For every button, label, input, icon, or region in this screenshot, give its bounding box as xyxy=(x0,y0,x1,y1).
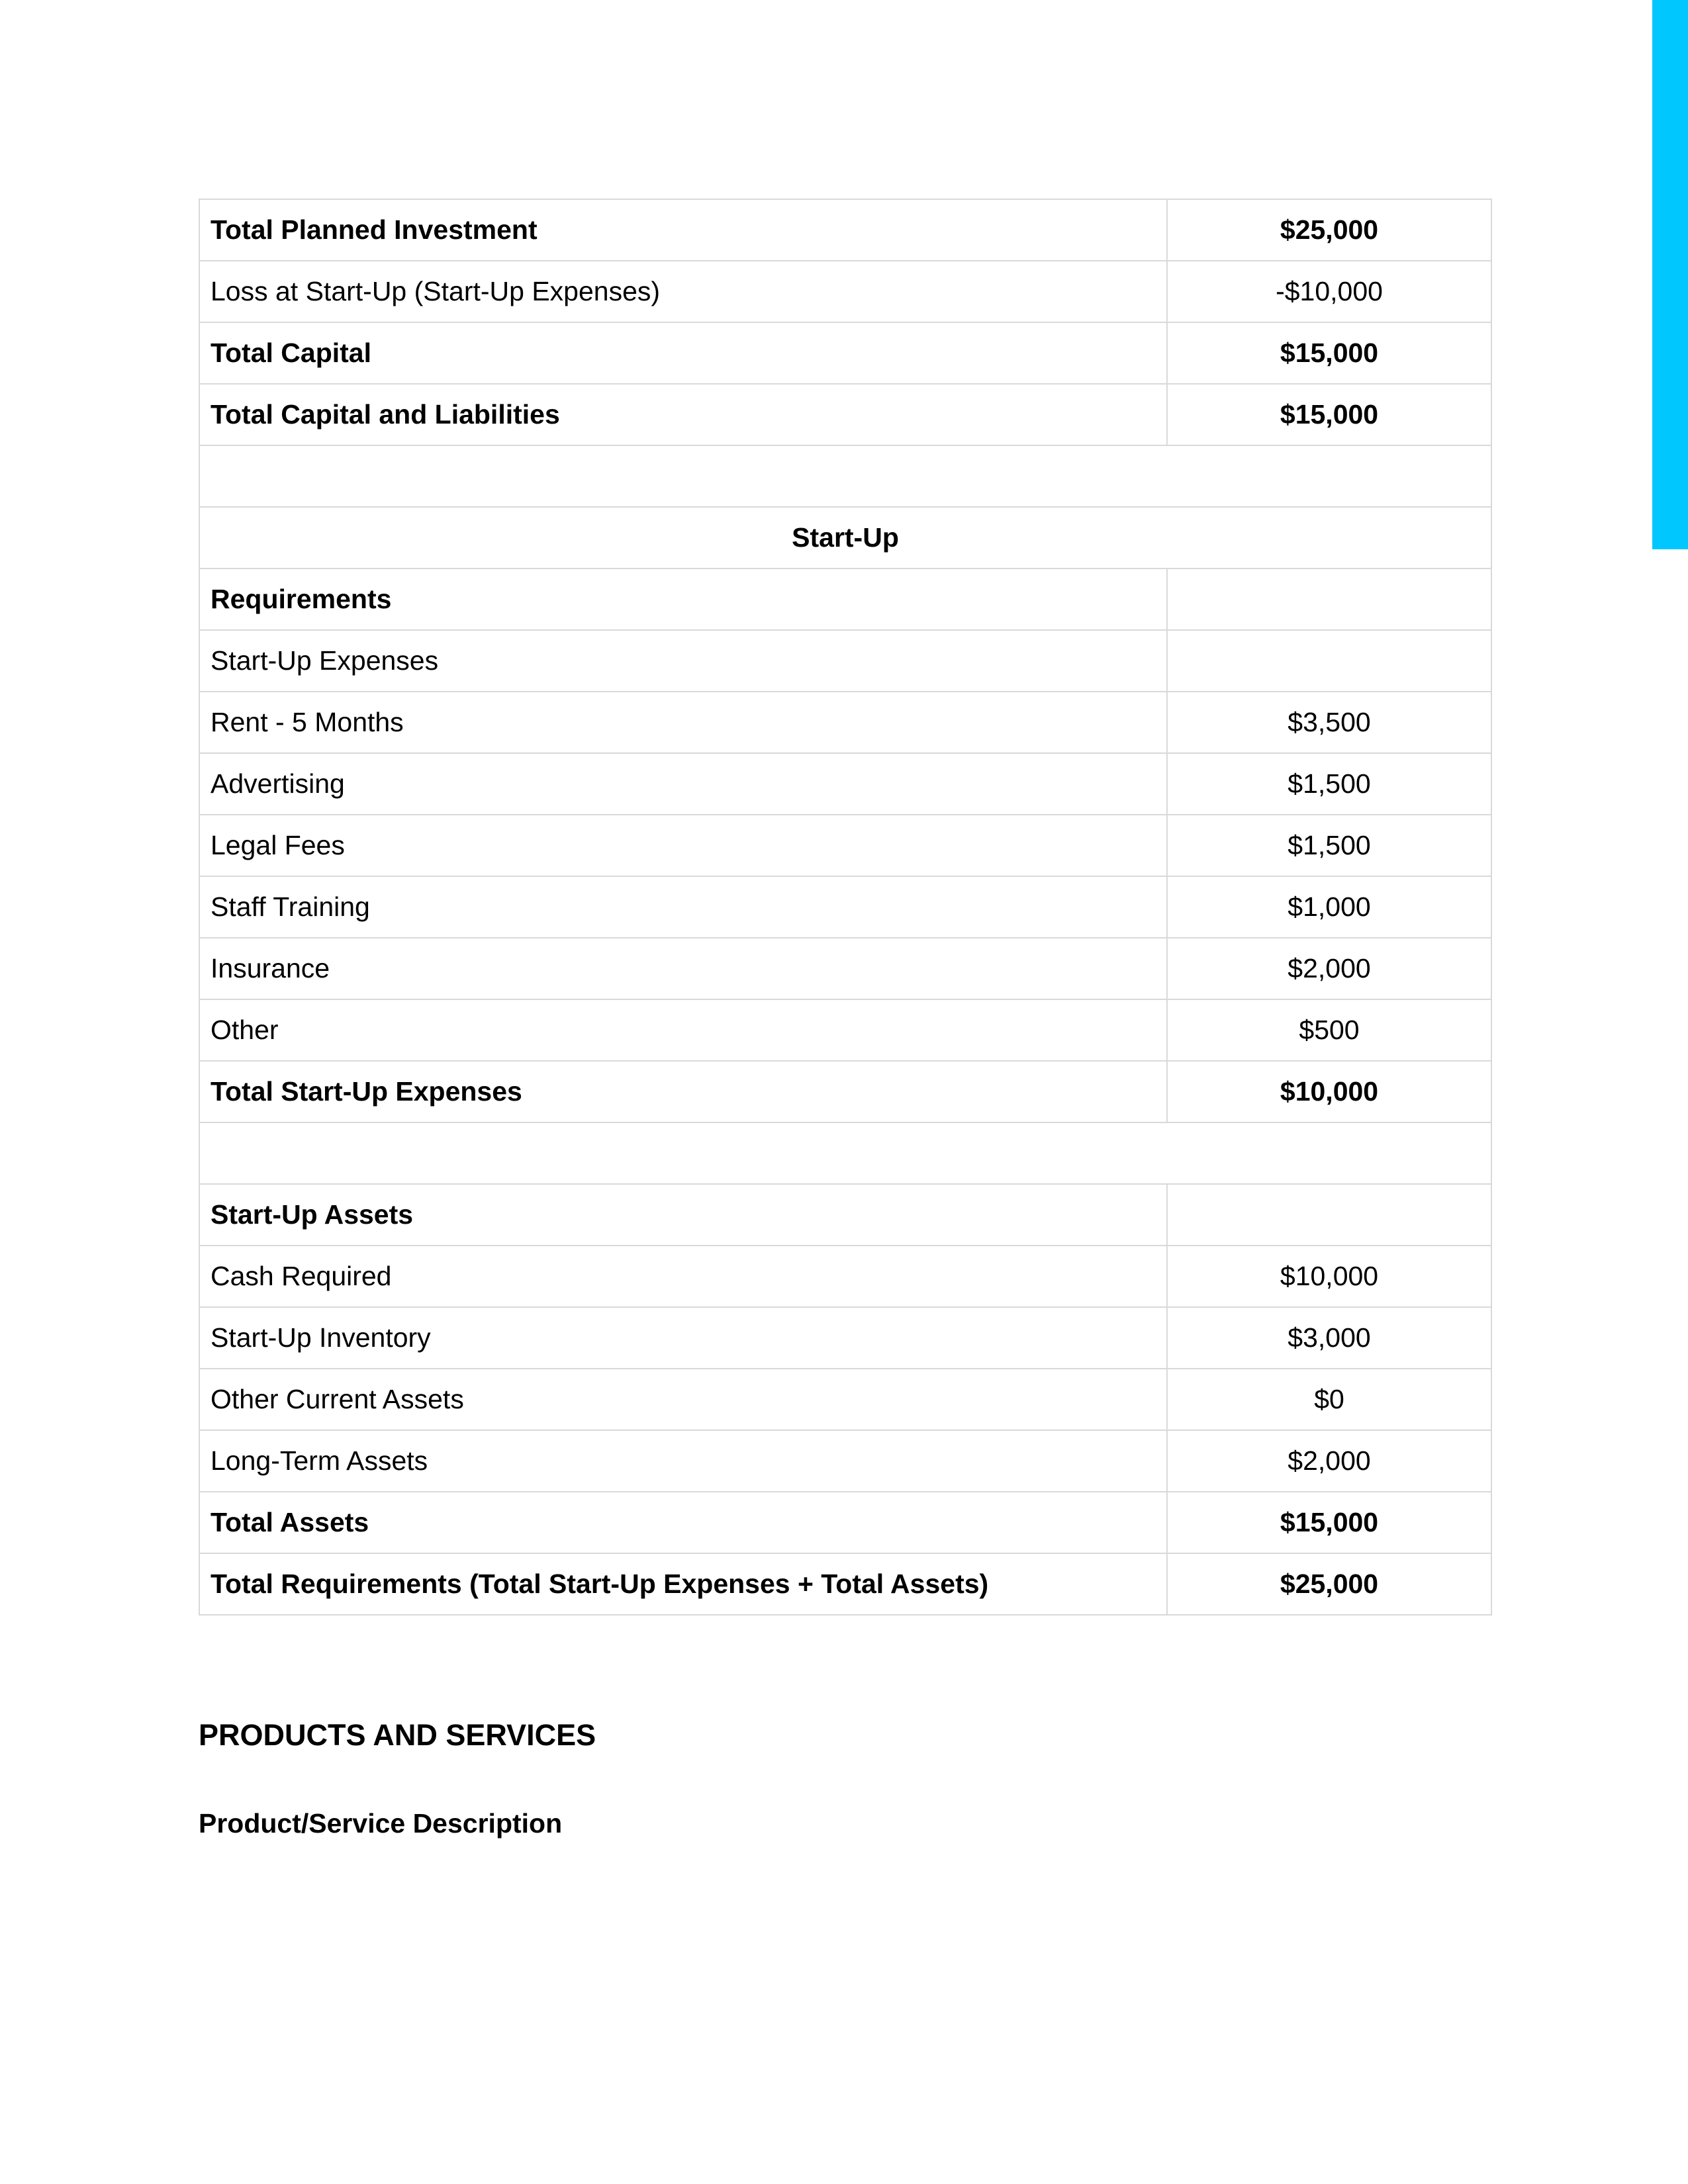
table-section-header: Start-Up xyxy=(199,507,1491,569)
row-value: $0 xyxy=(1167,1369,1491,1430)
subsection-heading: Product/Service Description xyxy=(199,1808,563,1839)
row-value: $1,500 xyxy=(1167,815,1491,876)
row-label: Total Start-Up Expenses xyxy=(199,1061,1167,1122)
row-label: Staff Training xyxy=(199,876,1167,938)
row-label: Total Capital xyxy=(199,322,1167,384)
table-row xyxy=(199,1369,1491,1430)
row-label: Other Current Assets xyxy=(199,1369,1167,1430)
row-label: Start-Up Assets xyxy=(199,1184,1167,1246)
row-value: $10,000 xyxy=(1167,1061,1491,1122)
row-value: $15,000 xyxy=(1167,384,1491,445)
table-row xyxy=(199,507,1491,569)
startup-funding-table xyxy=(199,199,1492,1615)
row-label: Other xyxy=(199,999,1167,1061)
table-row xyxy=(199,692,1491,753)
row-value: $1,000 xyxy=(1167,876,1491,938)
section-heading: PRODUCTS AND SERVICES xyxy=(199,1718,596,1752)
row-value: $15,000 xyxy=(1167,1492,1491,1553)
row-label: Loss at Start-Up (Start-Up Expenses) xyxy=(199,261,1167,322)
table-row xyxy=(199,1553,1491,1615)
row-label: Total Planned Investment xyxy=(199,199,1167,261)
row-value xyxy=(1167,1184,1491,1246)
row-label: Total Capital and Liabilities xyxy=(199,384,1167,445)
row-value xyxy=(1167,630,1491,692)
row-value: $25,000 xyxy=(1167,199,1491,261)
table-row xyxy=(199,753,1491,815)
row-label: Rent - 5 Months xyxy=(199,692,1167,753)
row-label: Insurance xyxy=(199,938,1167,999)
row-value xyxy=(1167,569,1491,630)
table-row xyxy=(199,322,1491,384)
accent-bar xyxy=(1652,0,1688,549)
table-row xyxy=(199,261,1491,322)
row-value: $3,500 xyxy=(1167,692,1491,753)
row-label: Long-Term Assets xyxy=(199,1430,1167,1492)
row-value: $25,000 xyxy=(1167,1553,1491,1615)
table-row xyxy=(199,1061,1491,1122)
table-row xyxy=(199,445,1491,507)
row-value: $2,000 xyxy=(1167,938,1491,999)
table-row xyxy=(199,569,1491,630)
table-row xyxy=(199,1430,1491,1492)
table-row xyxy=(199,1184,1491,1246)
row-label: Advertising xyxy=(199,753,1167,815)
row-value: $15,000 xyxy=(1167,322,1491,384)
table-row xyxy=(199,876,1491,938)
empty-cell xyxy=(199,445,1491,507)
row-label: Start-Up Expenses xyxy=(199,630,1167,692)
row-value: $2,000 xyxy=(1167,1430,1491,1492)
table-row xyxy=(199,815,1491,876)
row-label: Requirements xyxy=(199,569,1167,630)
row-value: $3,000 xyxy=(1167,1307,1491,1369)
table-body xyxy=(199,199,1491,1615)
empty-cell xyxy=(199,1122,1491,1184)
row-value: $500 xyxy=(1167,999,1491,1061)
row-label: Total Assets xyxy=(199,1492,1167,1553)
row-value: -$10,000 xyxy=(1167,261,1491,322)
row-label: Total Requirements (Total Start-Up Expenses + Total Assets) xyxy=(199,1553,1167,1615)
table-row xyxy=(199,938,1491,999)
table-row xyxy=(199,630,1491,692)
row-value: $10,000 xyxy=(1167,1246,1491,1307)
table-row xyxy=(199,199,1491,261)
row-label: Cash Required xyxy=(199,1246,1167,1307)
table-row xyxy=(199,1492,1491,1553)
row-label: Legal Fees xyxy=(199,815,1167,876)
table-row xyxy=(199,999,1491,1061)
row-value: $1,500 xyxy=(1167,753,1491,815)
table-row xyxy=(199,1307,1491,1369)
table-row xyxy=(199,1122,1491,1184)
table-row xyxy=(199,384,1491,445)
row-label: Start-Up Inventory xyxy=(199,1307,1167,1369)
table-row xyxy=(199,1246,1491,1307)
